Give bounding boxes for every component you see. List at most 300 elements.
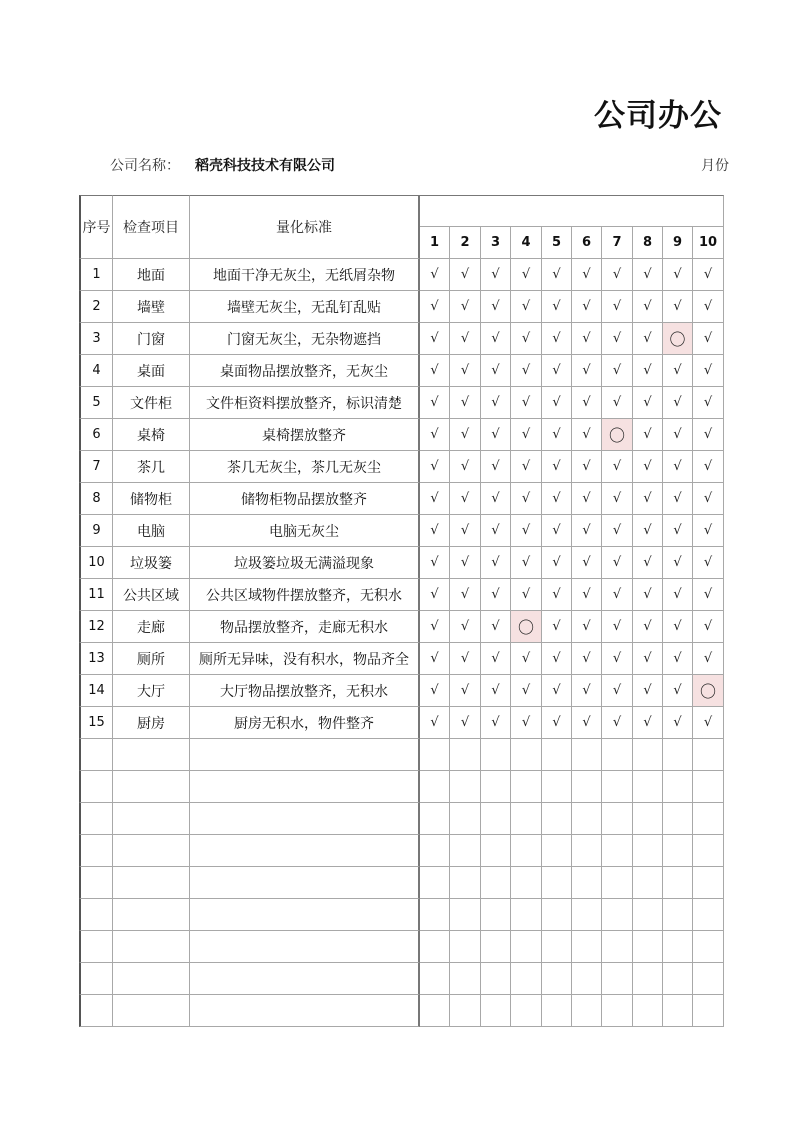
row-no[interactable]: 2 [79, 291, 113, 323]
row-no[interactable]: 12 [79, 611, 113, 643]
check-mark-cell[interactable]: √ [511, 259, 542, 291]
check-mark-cell[interactable]: √ [663, 291, 693, 323]
check-mark-cell[interactable]: √ [420, 643, 450, 675]
check-mark-cell[interactable]: √ [420, 547, 450, 579]
check-mark-cell[interactable]: √ [450, 419, 481, 451]
check-mark-cell[interactable]: √ [420, 611, 450, 643]
empty-day-cell[interactable] [602, 771, 633, 803]
empty-row-item[interactable] [113, 931, 190, 963]
check-mark-cell[interactable]: √ [663, 259, 693, 291]
empty-row-standard[interactable] [190, 995, 420, 1027]
check-mark-cell[interactable]: √ [420, 291, 450, 323]
check-mark-cell[interactable]: √ [420, 707, 450, 739]
check-mark-cell[interactable]: √ [572, 643, 602, 675]
check-mark-cell[interactable]: √ [693, 451, 724, 483]
check-mark-cell[interactable]: √ [602, 483, 633, 515]
empty-row-no[interactable] [79, 995, 113, 1027]
row-standard[interactable]: 桌椅摆放整齐 [190, 419, 420, 451]
check-mark-cell[interactable]: √ [511, 387, 542, 419]
check-mark-cell[interactable]: √ [481, 323, 511, 355]
empty-day-cell[interactable] [572, 739, 602, 771]
empty-day-cell[interactable] [633, 803, 663, 835]
empty-day-cell[interactable] [481, 995, 511, 1027]
empty-day-cell[interactable] [511, 899, 542, 931]
empty-day-cell[interactable] [450, 963, 481, 995]
empty-day-cell[interactable] [450, 867, 481, 899]
empty-day-cell[interactable] [511, 931, 542, 963]
empty-day-cell[interactable] [633, 931, 663, 963]
row-item[interactable]: 门窗 [113, 323, 190, 355]
row-standard[interactable]: 文件柜资料摆放整齐，标识清楚 [190, 387, 420, 419]
header-day-1[interactable]: 1 [420, 227, 450, 259]
empty-row-item[interactable] [113, 739, 190, 771]
check-mark-cell[interactable]: √ [633, 515, 663, 547]
check-mark-cell[interactable]: √ [572, 387, 602, 419]
check-mark-cell[interactable]: √ [693, 515, 724, 547]
empty-row-no[interactable] [79, 963, 113, 995]
empty-day-cell[interactable] [420, 995, 450, 1027]
header-days-band[interactable] [420, 195, 724, 227]
check-mark-cell[interactable]: √ [602, 291, 633, 323]
empty-row-item[interactable] [113, 803, 190, 835]
check-mark-cell[interactable]: √ [693, 643, 724, 675]
check-mark-cell[interactable]: √ [450, 643, 481, 675]
header-standard[interactable]: 量化标准 [190, 195, 420, 259]
check-mark-cell[interactable]: √ [450, 483, 481, 515]
header-no[interactable]: 序号 [79, 195, 113, 259]
check-mark-cell[interactable]: √ [602, 643, 633, 675]
empty-day-cell[interactable] [663, 995, 693, 1027]
check-mark-cell[interactable]: √ [663, 579, 693, 611]
empty-row-no[interactable] [79, 867, 113, 899]
check-mark-cell[interactable]: √ [420, 355, 450, 387]
empty-day-cell[interactable] [602, 867, 633, 899]
empty-day-cell[interactable] [420, 867, 450, 899]
empty-row-standard[interactable] [190, 771, 420, 803]
empty-day-cell[interactable] [511, 963, 542, 995]
empty-day-cell[interactable] [633, 771, 663, 803]
empty-day-cell[interactable] [602, 995, 633, 1027]
check-mark-cell[interactable]: √ [511, 355, 542, 387]
check-mark-cell[interactable]: √ [663, 643, 693, 675]
empty-day-cell[interactable] [511, 803, 542, 835]
row-no[interactable]: 4 [79, 355, 113, 387]
empty-day-cell[interactable] [572, 835, 602, 867]
check-mark-cell[interactable]: √ [633, 611, 663, 643]
issue-mark-cell[interactable]: 〇 [511, 611, 542, 643]
check-mark-cell[interactable]: √ [542, 547, 572, 579]
check-mark-cell[interactable]: √ [511, 515, 542, 547]
empty-day-cell[interactable] [693, 739, 724, 771]
row-standard[interactable]: 茶几无灰尘，茶几无灰尘 [190, 451, 420, 483]
empty-day-cell[interactable] [420, 803, 450, 835]
row-standard[interactable]: 墙壁无灰尘，无乱钉乱贴 [190, 291, 420, 323]
empty-day-cell[interactable] [633, 899, 663, 931]
empty-day-cell[interactable] [481, 835, 511, 867]
check-mark-cell[interactable]: √ [481, 291, 511, 323]
empty-row-no[interactable] [79, 931, 113, 963]
empty-day-cell[interactable] [542, 835, 572, 867]
empty-day-cell[interactable] [693, 835, 724, 867]
row-standard[interactable]: 门窗无灰尘，无杂物遮挡 [190, 323, 420, 355]
empty-day-cell[interactable] [693, 995, 724, 1027]
empty-row-standard[interactable] [190, 867, 420, 899]
check-mark-cell[interactable]: √ [481, 707, 511, 739]
check-mark-cell[interactable]: √ [633, 707, 663, 739]
header-day-9[interactable]: 9 [663, 227, 693, 259]
empty-day-cell[interactable] [633, 835, 663, 867]
check-mark-cell[interactable]: √ [481, 259, 511, 291]
empty-day-cell[interactable] [450, 931, 481, 963]
check-mark-cell[interactable]: √ [542, 611, 572, 643]
row-no[interactable]: 5 [79, 387, 113, 419]
empty-day-cell[interactable] [511, 995, 542, 1027]
check-mark-cell[interactable]: √ [511, 643, 542, 675]
check-mark-cell[interactable]: √ [511, 707, 542, 739]
empty-day-cell[interactable] [420, 931, 450, 963]
empty-day-cell[interactable] [572, 771, 602, 803]
check-mark-cell[interactable]: √ [602, 515, 633, 547]
check-mark-cell[interactable]: √ [633, 291, 663, 323]
row-no[interactable]: 15 [79, 707, 113, 739]
row-standard[interactable]: 垃圾篓垃圾无满溢现象 [190, 547, 420, 579]
row-item[interactable]: 茶几 [113, 451, 190, 483]
check-mark-cell[interactable]: √ [481, 515, 511, 547]
empty-day-cell[interactable] [450, 803, 481, 835]
empty-day-cell[interactable] [542, 899, 572, 931]
check-mark-cell[interactable]: √ [602, 579, 633, 611]
empty-day-cell[interactable] [450, 739, 481, 771]
row-item[interactable]: 厨房 [113, 707, 190, 739]
empty-day-cell[interactable] [633, 995, 663, 1027]
check-mark-cell[interactable]: √ [481, 611, 511, 643]
empty-day-cell[interactable] [542, 739, 572, 771]
row-item[interactable]: 垃圾篓 [113, 547, 190, 579]
check-mark-cell[interactable]: √ [693, 611, 724, 643]
empty-day-cell[interactable] [542, 963, 572, 995]
empty-row-standard[interactable] [190, 931, 420, 963]
issue-mark-cell[interactable]: 〇 [602, 419, 633, 451]
check-mark-cell[interactable]: √ [542, 675, 572, 707]
empty-day-cell[interactable] [663, 931, 693, 963]
check-mark-cell[interactable]: √ [511, 323, 542, 355]
check-mark-cell[interactable]: √ [542, 355, 572, 387]
row-standard[interactable]: 物品摆放整齐，走廊无积水 [190, 611, 420, 643]
row-standard[interactable]: 厨房无积水，物件整齐 [190, 707, 420, 739]
header-day-10[interactable]: 10 [693, 227, 724, 259]
check-mark-cell[interactable]: √ [542, 259, 572, 291]
row-standard[interactable]: 桌面物品摆放整齐，无灰尘 [190, 355, 420, 387]
empty-day-cell[interactable] [693, 867, 724, 899]
check-mark-cell[interactable]: √ [450, 547, 481, 579]
row-standard[interactable]: 地面干净无灰尘，无纸屑杂物 [190, 259, 420, 291]
empty-day-cell[interactable] [542, 867, 572, 899]
header-day-5[interactable]: 5 [542, 227, 572, 259]
check-mark-cell[interactable]: √ [663, 387, 693, 419]
empty-row-standard[interactable] [190, 963, 420, 995]
company-name[interactable]: 稻壳科技技术有限公司 [195, 158, 335, 174]
empty-day-cell[interactable] [511, 771, 542, 803]
empty-day-cell[interactable] [542, 995, 572, 1027]
empty-row-no[interactable] [79, 739, 113, 771]
row-item[interactable]: 公共区域 [113, 579, 190, 611]
row-no[interactable]: 1 [79, 259, 113, 291]
header-day-7[interactable]: 7 [602, 227, 633, 259]
check-mark-cell[interactable]: √ [420, 387, 450, 419]
empty-row-standard[interactable] [190, 739, 420, 771]
empty-day-cell[interactable] [542, 931, 572, 963]
row-item[interactable]: 电脑 [113, 515, 190, 547]
empty-day-cell[interactable] [602, 963, 633, 995]
check-mark-cell[interactable]: √ [481, 387, 511, 419]
check-mark-cell[interactable]: √ [633, 259, 663, 291]
empty-day-cell[interactable] [481, 963, 511, 995]
check-mark-cell[interactable]: √ [542, 323, 572, 355]
empty-day-cell[interactable] [602, 899, 633, 931]
check-mark-cell[interactable]: √ [542, 291, 572, 323]
empty-day-cell[interactable] [633, 739, 663, 771]
row-no[interactable]: 10 [79, 547, 113, 579]
check-mark-cell[interactable]: √ [481, 547, 511, 579]
empty-day-cell[interactable] [633, 963, 663, 995]
check-mark-cell[interactable]: √ [663, 419, 693, 451]
check-mark-cell[interactable]: √ [450, 451, 481, 483]
row-no[interactable]: 3 [79, 323, 113, 355]
check-mark-cell[interactable]: √ [450, 611, 481, 643]
empty-day-cell[interactable] [693, 931, 724, 963]
check-mark-cell[interactable]: √ [420, 675, 450, 707]
empty-day-cell[interactable] [693, 771, 724, 803]
check-mark-cell[interactable]: √ [481, 675, 511, 707]
empty-day-cell[interactable] [481, 899, 511, 931]
check-mark-cell[interactable]: √ [663, 675, 693, 707]
check-mark-cell[interactable]: √ [602, 547, 633, 579]
empty-row-no[interactable] [79, 771, 113, 803]
check-mark-cell[interactable]: √ [572, 259, 602, 291]
check-mark-cell[interactable]: √ [663, 611, 693, 643]
empty-row-no[interactable] [79, 803, 113, 835]
row-no[interactable]: 9 [79, 515, 113, 547]
empty-day-cell[interactable] [450, 771, 481, 803]
row-no[interactable]: 11 [79, 579, 113, 611]
empty-day-cell[interactable] [420, 739, 450, 771]
empty-row-item[interactable] [113, 899, 190, 931]
empty-day-cell[interactable] [481, 867, 511, 899]
empty-row-item[interactable] [113, 963, 190, 995]
empty-day-cell[interactable] [693, 899, 724, 931]
empty-day-cell[interactable] [633, 867, 663, 899]
row-item[interactable]: 墙壁 [113, 291, 190, 323]
row-item[interactable]: 桌椅 [113, 419, 190, 451]
empty-row-standard[interactable] [190, 803, 420, 835]
check-mark-cell[interactable]: √ [542, 451, 572, 483]
check-mark-cell[interactable]: √ [602, 259, 633, 291]
check-mark-cell[interactable]: √ [572, 675, 602, 707]
header-day-3[interactable]: 3 [481, 227, 511, 259]
check-mark-cell[interactable]: √ [663, 547, 693, 579]
check-mark-cell[interactable]: √ [450, 579, 481, 611]
check-mark-cell[interactable]: √ [511, 451, 542, 483]
check-mark-cell[interactable]: √ [450, 387, 481, 419]
empty-day-cell[interactable] [663, 963, 693, 995]
empty-day-cell[interactable] [450, 995, 481, 1027]
check-mark-cell[interactable]: √ [511, 483, 542, 515]
check-mark-cell[interactable]: √ [633, 547, 663, 579]
check-mark-cell[interactable]: √ [511, 291, 542, 323]
check-mark-cell[interactable]: √ [420, 259, 450, 291]
empty-day-cell[interactable] [511, 739, 542, 771]
issue-mark-cell[interactable]: 〇 [693, 675, 724, 707]
check-mark-cell[interactable]: √ [450, 355, 481, 387]
row-item[interactable]: 文件柜 [113, 387, 190, 419]
empty-day-cell[interactable] [420, 771, 450, 803]
empty-day-cell[interactable] [450, 835, 481, 867]
empty-day-cell[interactable] [420, 963, 450, 995]
check-mark-cell[interactable]: √ [693, 355, 724, 387]
check-mark-cell[interactable]: √ [481, 483, 511, 515]
check-mark-cell[interactable]: √ [511, 419, 542, 451]
check-mark-cell[interactable]: √ [663, 483, 693, 515]
empty-day-cell[interactable] [663, 771, 693, 803]
check-mark-cell[interactable]: √ [633, 355, 663, 387]
check-mark-cell[interactable]: √ [633, 483, 663, 515]
header-item[interactable]: 检查项目 [113, 195, 190, 259]
check-mark-cell[interactable]: √ [602, 611, 633, 643]
check-mark-cell[interactable]: √ [633, 643, 663, 675]
empty-day-cell[interactable] [663, 739, 693, 771]
row-item[interactable]: 储物柜 [113, 483, 190, 515]
check-mark-cell[interactable]: √ [663, 515, 693, 547]
check-mark-cell[interactable]: √ [542, 515, 572, 547]
check-mark-cell[interactable]: √ [572, 547, 602, 579]
check-mark-cell[interactable]: √ [481, 643, 511, 675]
empty-day-cell[interactable] [602, 739, 633, 771]
row-no[interactable]: 7 [79, 451, 113, 483]
check-mark-cell[interactable]: √ [663, 707, 693, 739]
empty-day-cell[interactable] [572, 899, 602, 931]
empty-day-cell[interactable] [693, 803, 724, 835]
row-no[interactable]: 14 [79, 675, 113, 707]
empty-day-cell[interactable] [511, 835, 542, 867]
check-mark-cell[interactable]: √ [633, 387, 663, 419]
row-item[interactable]: 地面 [113, 259, 190, 291]
empty-day-cell[interactable] [693, 963, 724, 995]
check-mark-cell[interactable]: √ [693, 707, 724, 739]
check-mark-cell[interactable]: √ [633, 675, 663, 707]
row-standard[interactable]: 公共区域物件摆放整齐，无积水 [190, 579, 420, 611]
empty-day-cell[interactable] [481, 739, 511, 771]
empty-row-item[interactable] [113, 995, 190, 1027]
empty-day-cell[interactable] [663, 803, 693, 835]
row-no[interactable]: 6 [79, 419, 113, 451]
empty-day-cell[interactable] [572, 931, 602, 963]
empty-day-cell[interactable] [602, 835, 633, 867]
row-standard[interactable]: 电脑无灰尘 [190, 515, 420, 547]
check-mark-cell[interactable]: √ [633, 579, 663, 611]
empty-row-standard[interactable] [190, 899, 420, 931]
check-mark-cell[interactable]: √ [693, 323, 724, 355]
empty-row-standard[interactable] [190, 835, 420, 867]
check-mark-cell[interactable]: √ [420, 515, 450, 547]
empty-day-cell[interactable] [481, 771, 511, 803]
check-mark-cell[interactable]: √ [693, 291, 724, 323]
check-mark-cell[interactable]: √ [450, 323, 481, 355]
row-item[interactable]: 厕所 [113, 643, 190, 675]
check-mark-cell[interactable]: √ [693, 259, 724, 291]
header-day-2[interactable]: 2 [450, 227, 481, 259]
row-standard[interactable]: 大厅物品摆放整齐，无积水 [190, 675, 420, 707]
check-mark-cell[interactable]: √ [542, 579, 572, 611]
empty-day-cell[interactable] [572, 867, 602, 899]
empty-day-cell[interactable] [542, 803, 572, 835]
empty-day-cell[interactable] [602, 931, 633, 963]
check-mark-cell[interactable]: √ [420, 451, 450, 483]
check-mark-cell[interactable]: √ [481, 355, 511, 387]
empty-day-cell[interactable] [542, 771, 572, 803]
header-day-6[interactable]: 6 [572, 227, 602, 259]
check-mark-cell[interactable]: √ [420, 323, 450, 355]
check-mark-cell[interactable]: √ [572, 355, 602, 387]
check-mark-cell[interactable]: √ [572, 323, 602, 355]
check-mark-cell[interactable]: √ [420, 579, 450, 611]
check-mark-cell[interactable]: √ [511, 547, 542, 579]
check-mark-cell[interactable]: √ [572, 291, 602, 323]
check-mark-cell[interactable]: √ [572, 579, 602, 611]
empty-row-item[interactable] [113, 771, 190, 803]
check-mark-cell[interactable]: √ [542, 419, 572, 451]
check-mark-cell[interactable]: √ [450, 675, 481, 707]
check-mark-cell[interactable]: √ [420, 483, 450, 515]
empty-day-cell[interactable] [481, 803, 511, 835]
check-mark-cell[interactable]: √ [511, 675, 542, 707]
row-item[interactable]: 大厅 [113, 675, 190, 707]
check-mark-cell[interactable]: √ [420, 419, 450, 451]
check-mark-cell[interactable]: √ [572, 483, 602, 515]
empty-day-cell[interactable] [481, 931, 511, 963]
check-mark-cell[interactable]: √ [693, 547, 724, 579]
empty-day-cell[interactable] [420, 899, 450, 931]
check-mark-cell[interactable]: √ [572, 419, 602, 451]
empty-row-no[interactable] [79, 835, 113, 867]
issue-mark-cell[interactable]: 〇 [663, 323, 693, 355]
header-day-4[interactable]: 4 [511, 227, 542, 259]
check-mark-cell[interactable]: √ [602, 707, 633, 739]
empty-day-cell[interactable] [572, 963, 602, 995]
empty-day-cell[interactable] [663, 867, 693, 899]
empty-row-no[interactable] [79, 899, 113, 931]
check-mark-cell[interactable]: √ [450, 515, 481, 547]
check-mark-cell[interactable]: √ [693, 387, 724, 419]
empty-row-item[interactable] [113, 867, 190, 899]
check-mark-cell[interactable]: √ [602, 387, 633, 419]
row-standard[interactable]: 储物柜物品摆放整齐 [190, 483, 420, 515]
check-mark-cell[interactable]: √ [602, 675, 633, 707]
check-mark-cell[interactable]: √ [633, 323, 663, 355]
check-mark-cell[interactable]: √ [602, 355, 633, 387]
check-mark-cell[interactable]: √ [572, 515, 602, 547]
empty-day-cell[interactable] [663, 899, 693, 931]
empty-row-item[interactable] [113, 835, 190, 867]
row-no[interactable]: 8 [79, 483, 113, 515]
check-mark-cell[interactable]: √ [602, 451, 633, 483]
check-mark-cell[interactable]: √ [450, 291, 481, 323]
check-mark-cell[interactable]: √ [693, 419, 724, 451]
check-mark-cell[interactable]: √ [693, 483, 724, 515]
check-mark-cell[interactable]: √ [542, 387, 572, 419]
check-mark-cell[interactable]: √ [693, 579, 724, 611]
header-day-8[interactable]: 8 [633, 227, 663, 259]
check-mark-cell[interactable]: √ [481, 451, 511, 483]
